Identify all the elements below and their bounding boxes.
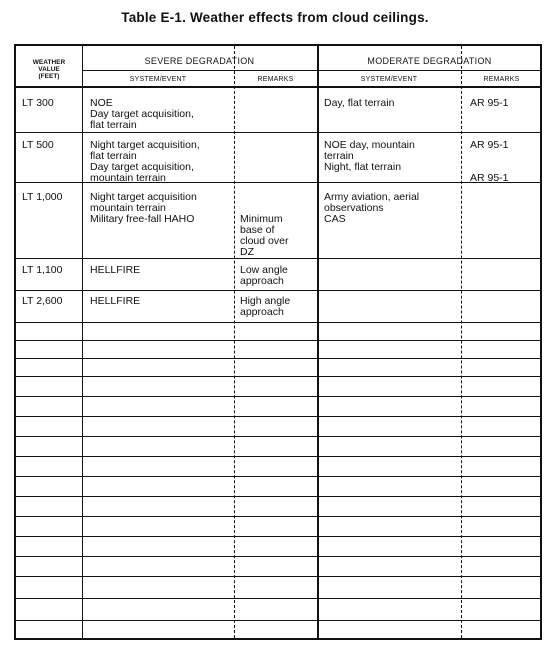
row-5-severe-system: HELLFIRE (90, 295, 141, 307)
row-5-severe-remarks: High angle approach (240, 295, 291, 318)
header-moderate-remarks: REMARKS (483, 76, 520, 83)
row-1-severe-system: NOE Day target acquisition, flat terrain (90, 97, 194, 131)
row-2-moderate-system: NOE day, mountain terrain Night, flat terrain (324, 139, 415, 173)
empty-row-separator (16, 620, 540, 621)
row-4-severe-system: HELLFIRE (90, 264, 141, 276)
empty-row-separator (16, 556, 540, 557)
divider-moderate-remarks (461, 46, 462, 638)
divider-severe-remarks (234, 46, 235, 638)
empty-row-separator (16, 536, 540, 537)
row-2-severe-system: Night target acquisition, flat terrain Day target acquisition, mountain terrain (90, 139, 200, 184)
row-separator (16, 132, 540, 133)
row-1-moderate-system: Day, flat terrain (324, 97, 395, 109)
row-separator (16, 258, 540, 259)
empty-row-separator (16, 576, 540, 577)
divider-severe-moderate (317, 46, 319, 638)
row-3-moderate-system: Army aviation, aerial observations CAS (324, 191, 420, 225)
table-title: Table E-1. Weather effects from cloud ceilings. (121, 10, 429, 25)
empty-row-separator (16, 340, 540, 341)
divider-weather-value (82, 46, 83, 638)
header-group-line (82, 70, 540, 71)
header-moderate-system-event: SYSTEM/EVENT (360, 76, 418, 83)
header-severe-remarks: REMARKS (257, 76, 294, 83)
empty-row-separator (16, 376, 540, 377)
header-weather-value: WEATHER VALUE (FEET) (32, 59, 66, 80)
empty-row-separator (16, 436, 540, 437)
row-3-severe-remarks: Minimum base of cloud over DZ (240, 213, 289, 258)
empty-row-separator (16, 598, 540, 599)
row-2-weather-value: LT 500 (22, 139, 54, 151)
row-1-moderate-remarks: AR 95-1 (470, 97, 509, 109)
empty-row-separator (16, 396, 540, 397)
row-3-weather-value: LT 1,000 (22, 191, 63, 203)
empty-row-separator (16, 416, 540, 417)
empty-row-separator (16, 358, 540, 359)
header-moderate-degradation: MODERATE DEGRADATION (367, 56, 492, 66)
empty-row-separator (16, 496, 540, 497)
row-4-weather-value: LT 1,100 (22, 264, 63, 276)
row-2-moderate-remarks: AR 95-1 AR 95-1 (470, 139, 509, 184)
header-severe-degradation: SEVERE DEGRADATION (144, 56, 255, 66)
row-separator (16, 322, 540, 323)
row-4-severe-remarks: Low angle approach (240, 264, 288, 287)
empty-row-separator (16, 476, 540, 477)
row-separator (16, 290, 540, 291)
row-5-weather-value: LT 2,600 (22, 295, 63, 307)
empty-row-separator (16, 456, 540, 457)
row-1-weather-value: LT 300 (22, 97, 54, 109)
weather-effects-table (14, 44, 542, 640)
empty-row-separator (16, 516, 540, 517)
row-3-severe-system: Night target acquisition mountain terrain Military free-fall HAHO (90, 191, 197, 225)
header-bottom-line (16, 86, 540, 88)
header-severe-system-event: SYSTEM/EVENT (129, 76, 187, 83)
